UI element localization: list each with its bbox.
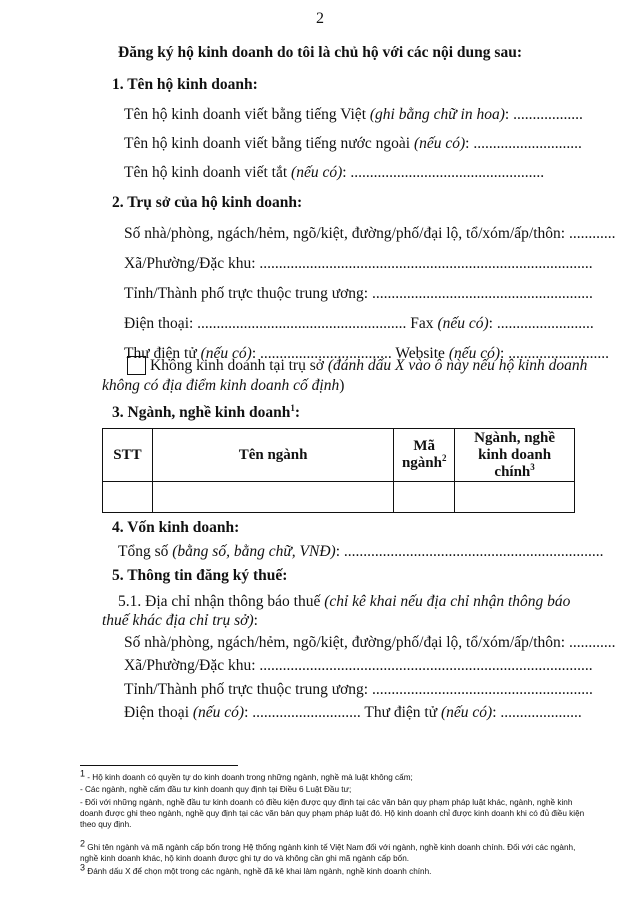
no-premises-label-cont: [102, 377, 344, 395]
business-name-foreign-field[interactable]: [124, 135, 582, 153]
no-premises-note-2: không có địa điểm kinh doanh cố định: [102, 377, 340, 394]
hq-email-note: (nếu có): [200, 345, 252, 362]
tax-email-dots: : .....................: [492, 704, 582, 721]
no-premises-label: [150, 357, 587, 375]
business-name-foreign-label: Tên hộ kinh doanh viết bằng tiếng nước ngoài: [124, 135, 414, 152]
footnote-1a: [80, 768, 585, 783]
section-1-heading: 1. Tên hộ kinh doanh:: [112, 76, 258, 93]
hq-address-field[interactable]: Số nhà/phòng, ngách/hẻm, ngõ/kiệt, đường/phố/đại lộ, tổ/xóm/ấp/thôn: ............: [124, 225, 616, 242]
footnote-ref-1: 1: [290, 402, 295, 413]
cell-main-industry[interactable]: [455, 482, 575, 513]
section-5-heading: 5. Thông tin đăng ký thuế:: [112, 567, 288, 584]
footnote-1c: - Đối với những ngành, nghề đầu tư kinh doanh có điều kiện được quy định tại các văn bản quy phạm pháp luật khác, ngành, nghề kinh doanh được ghi theo ngành, nghề quy định tại các văn bản quy phạm pháp luật đó. Hộ kinh doanh chỉ được kinh doanh khi có đủ điều kiện theo quy định.: [80, 798, 585, 829]
business-name-abbr-field[interactable]: [124, 164, 544, 182]
capital-total-label: Tổng số: [118, 543, 173, 560]
col-industry-code-line1: Mã: [413, 438, 436, 454]
col-industry-code-line2: ngành: [401, 455, 442, 471]
tax-phone-note: (nếu có): [192, 704, 245, 721]
section-3-heading: [112, 404, 300, 422]
footnote-2-marker: 2: [80, 838, 86, 849]
tax-email-label: : ............................ Thư điện tử: [244, 704, 442, 721]
tax-ward-field[interactable]: Xã/Phường/Đặc khu: ......................................................................................: [124, 657, 593, 674]
table-row: [103, 482, 575, 513]
business-name-foreign-dots: : ............................: [465, 135, 582, 152]
tax-province-field[interactable]: Tỉnh/Thành phố trực thuộc trung ương: .........................................................: [124, 681, 593, 698]
cell-industry-code[interactable]: [394, 482, 455, 513]
footnote-3-text: Đánh dấu X để chọn một trong các ngành, nghề đã kê khai làm ngành, nghề kinh doanh chính.: [85, 867, 432, 876]
footnote-1b: - Các ngành, nghề cấm đầu tư kinh doanh quy định tại Điều 6 Luật Đầu tư;: [80, 785, 352, 794]
intro-heading: Đăng ký hộ kinh doanh do tôi là chủ hộ với các nội dung sau:: [118, 44, 522, 61]
tax-address-note-1: (chỉ kê khai nếu địa chỉ nhận thông báo: [324, 593, 571, 610]
footnote-divider: [80, 765, 238, 766]
tax-address-intro: [118, 593, 570, 611]
business-name-vn-label: Tên hộ kinh doanh viết bằng tiếng Việt: [124, 106, 370, 123]
business-name-abbr-label: Tên hộ kinh doanh viết tắt: [124, 164, 292, 181]
section-3-heading-text: 3. Ngành, nghề kinh doanh: [112, 404, 291, 421]
hq-phone-fax-field[interactable]: [124, 315, 594, 333]
col-main-industry-line2: kinh doanh: [478, 446, 552, 463]
table-header-row: [103, 429, 575, 482]
footnote-ref-3: 3: [530, 461, 535, 472]
col-industry-code: [394, 429, 455, 482]
business-name-abbr-note: (nếu có): [291, 164, 343, 181]
no-premises-note-1: (đánh dấu X vào ô này nếu hộ kinh doanh: [327, 357, 588, 374]
col-stt: STT: [103, 429, 153, 482]
hq-fax-note: (nếu có): [437, 315, 489, 332]
tax-email-note: (nếu có): [441, 704, 493, 721]
tax-address-field[interactable]: Số nhà/phòng, ngách/hẻm, ngõ/kiệt, đường/phố/đại lộ, tổ/xóm/ấp/thôn: ............: [124, 634, 616, 651]
section-2-heading: 2. Trụ sở của hộ kinh doanh:: [112, 194, 303, 211]
business-lines-table: [102, 428, 575, 513]
business-name-abbr-dots: : ..................................................: [342, 164, 545, 181]
hq-website-dots: : ..........................: [500, 345, 609, 362]
tax-address-label: 5.1. Địa chỉ nhận thông báo thuế: [118, 593, 325, 610]
business-name-foreign-note: (nếu có): [413, 135, 466, 152]
hq-website-note: (nếu có): [448, 345, 501, 362]
hq-phone-label: Điện thoại: ...................................................... Fax: [124, 315, 438, 332]
col-main-industry-line3: chính: [494, 463, 531, 480]
tax-address-note-2: thuế khác địa chỉ trụ sở): [102, 612, 254, 629]
col-industry-name: Tên ngành: [152, 429, 393, 482]
footnote-2: [80, 838, 585, 864]
cell-industry-name[interactable]: [152, 482, 393, 513]
tax-address-intro-cont: [102, 612, 258, 630]
section-4-heading: 4. Vốn kinh doanh:: [112, 519, 240, 536]
no-premises-close: ): [339, 377, 345, 394]
footnote-3: [80, 862, 585, 877]
hq-fax-dots: : .........................: [488, 315, 594, 332]
section-3-heading-colon: :: [294, 404, 301, 421]
hq-province-field[interactable]: Tỉnh/Thành phố trực thuộc trung ương: .........................................................: [124, 285, 593, 302]
footnote-ref-2: 2: [442, 453, 447, 463]
page-number: 2: [316, 10, 324, 27]
col-main-industry: [455, 429, 575, 482]
footnote-1a-text: - Hộ kinh doanh có quyền tự do kinh doanh trong những ngành, nghề mà luật không cấm;: [85, 773, 413, 782]
business-name-vn-note: (ghi bằng chữ in hoa): [369, 106, 505, 123]
capital-total-note: (bằng số, bằng chữ, VNĐ): [172, 543, 336, 560]
footnote-1-marker: 1: [80, 768, 86, 779]
tax-address-close: :: [253, 612, 258, 629]
col-main-industry-line1: Ngành, nghề: [474, 429, 556, 446]
hq-ward-field[interactable]: Xã/Phường/Đặc khu: ......................................................................................: [124, 255, 593, 272]
business-name-vn-dots: : ..................: [504, 106, 583, 123]
no-premises-text: Không kinh doanh tại trụ sở: [150, 357, 328, 374]
footnote-2-text: Ghi tên ngành và mã ngành cấp bốn trong Hệ thống ngành kinh tế Việt Nam đối với ngành, nghề kinh doanh chính. Đối với các ngành, nghề kinh doanh khác, hộ kinh doanh được ghi tự do và không cần ghi mã ngành cấp bốn.: [80, 843, 576, 863]
tax-phone-label: Điện thoại: [124, 704, 193, 721]
cell-stt[interactable]: [103, 482, 153, 513]
tax-phone-email-field[interactable]: [124, 704, 582, 722]
hq-email-label: Thư điện tử: [124, 345, 201, 362]
capital-total-dots: : ...................................................................: [335, 543, 604, 560]
capital-total-field[interactable]: [118, 543, 604, 561]
business-name-vn-field[interactable]: [124, 106, 583, 124]
footnote-3-marker: 3: [80, 862, 86, 873]
hq-website-label: : .................................. Website: [251, 345, 449, 362]
no-premises-checkbox[interactable]: [127, 356, 146, 375]
